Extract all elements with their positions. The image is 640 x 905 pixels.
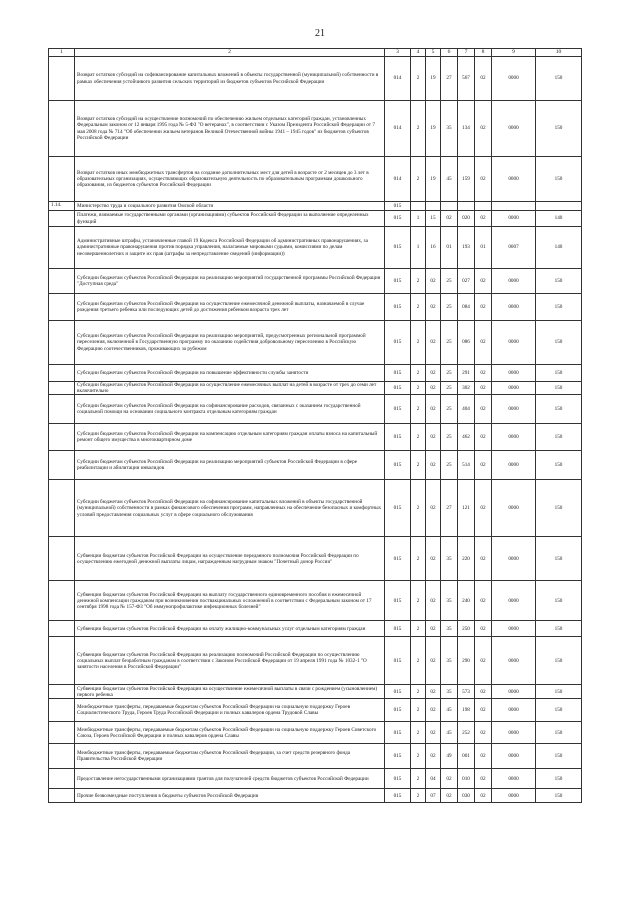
code-group-cell: 2 [411,722,426,744]
code-admin-cell: 015 [385,424,411,451]
code-subgroup-cell: 16 [426,227,441,269]
page-number: 21 [315,28,325,39]
code-element-cell: 02 [475,365,492,382]
table-row [49,789,582,803]
code-element-cell: 02 [475,211,492,227]
row-number-cell [49,227,75,269]
table-row [49,365,582,382]
code-admin-cell: 015 [385,382,411,395]
code-group-cell: 2 [411,424,426,451]
column-number: 8 [475,49,492,57]
code-program-cell: 0000 [492,480,536,537]
code-admin-cell: 015 [385,685,411,699]
column-number: 10 [536,49,582,57]
code-article-cell: 25 [441,365,458,382]
code-subgroup-cell: 02 [426,637,441,685]
code-admin-cell: 015 [385,480,411,537]
code-group-cell: 1 [411,227,426,269]
row-name-cell: Субсидии бюджетам субъектов Российской Федерации на реализацию мероприятий государственной программы Российской Федерации "Доступная среда" [75,269,385,294]
code-ecclass-cell: 150 [536,637,582,685]
row-name-cell: Субсидии бюджетам субъектов Российской Федерации на софинансирование капитальных вложений в объекты государственной (муниципальной) собственности в рамках финансового обеспечения программ, направленных на обеспечение безопасных и комфортных условий предоставления социальных услуг в сфере социального обслуживания [75,480,385,537]
code-group-cell [411,202,426,211]
row-number-cell [49,699,75,722]
table-row [49,57,582,101]
code-ecclass-cell: 150 [536,451,582,480]
row-name-cell: Возврат остатков иных межбюджетных трансфертов на создание дополнительных мест для детей в возрасте от 2 месяцев до 3 лет в образовательных организациях, осуществляющих образовательную деятельность по образовательным программам дошкольного образования, из бюджетов субъектов Российской Федерации [75,157,385,202]
row-name-cell: Межбюджетные трансферты, передаваемые бюджетам субъектов Российской Федерации, за счет средств резервного фонда Правительства Российской Федерации [75,744,385,769]
code-ecclass-cell: 150 [536,621,582,637]
code-subarticle-cell: 252 [458,722,475,744]
code-subarticle-cell: 193 [458,227,475,269]
row-name-cell: Возврат остатков субсидий на софинансирование капитальных вложений в объекты государственной (муниципальной) собственности в рамках обеспечения устойчивого развития сельских территорий из бюджетов субъектов Российской Федерации [75,57,385,101]
table-row [49,101,582,157]
code-ecclass-cell: 150 [536,294,582,321]
row-name-cell: Субвенции бюджетам субъектов Российской Федерации на выплату государственного единовременного пособия и ежемесячной денежной компенсации гражданам при возникновении поствакцинальных осложнений в соответствии с Федеральным законом от 17 сентября 1998 года № 157-ФЗ "Об иммунопрофилактике инфекционных болезней" [75,581,385,621]
code-admin-cell: 015 [385,227,411,269]
code-ecclass-cell: 150 [536,685,582,699]
code-program-cell: 0000 [492,699,536,722]
table-row [49,722,582,744]
code-element-cell: 02 [475,57,492,101]
code-ecclass-cell: 150 [536,537,582,581]
code-subgroup-cell [426,202,441,211]
row-number-cell [49,101,75,157]
code-element-cell: 02 [475,101,492,157]
code-element-cell: 02 [475,424,492,451]
code-admin-cell: 015 [385,321,411,365]
row-name-cell: Субсидии бюджетам субъектов Российской Федерации на реализацию мероприятий субъектов Российской Федерации в сфере реабилитации и абилитации инвалидов [75,451,385,480]
code-article-cell [441,202,458,211]
table-row [49,382,582,395]
code-subgroup-cell: 02 [426,424,441,451]
row-number-cell [49,789,75,803]
code-group-cell: 2 [411,699,426,722]
column-number: 6 [441,49,458,57]
row-name-cell: Прочие безвозмездные поступления в бюджеты субъектов Российской Федерации [75,789,385,803]
code-ecclass-cell: 150 [536,424,582,451]
code-subarticle-cell: 010 [458,769,475,789]
code-program-cell: 0000 [492,321,536,365]
code-ecclass-cell: 150 [536,57,582,101]
code-subarticle-cell: 567 [458,57,475,101]
code-article-cell: 27 [441,57,458,101]
code-article-cell: 35 [441,581,458,621]
table-row [49,157,582,202]
code-subgroup-cell: 02 [426,685,441,699]
code-subgroup-cell: 02 [426,382,441,395]
code-group-cell: 2 [411,269,426,294]
table-row [49,581,582,621]
column-number: 9 [492,49,536,57]
row-name-cell: Межбюджетные трансферты, передаваемые бюджетам субъектов Российской Федерации на социальную поддержку Героев Социалистического Труда, Героев Труда Российской Федерации и полных кавалеров ордена Трудовой Славы [75,699,385,722]
table-row [49,424,582,451]
code-subgroup-cell: 19 [426,157,441,202]
code-admin-cell: 015 [385,365,411,382]
code-group-cell: 2 [411,789,426,803]
code-program-cell: 0000 [492,382,536,395]
code-element-cell: 02 [475,382,492,395]
code-element-cell: 02 [475,321,492,365]
code-group-cell: 2 [411,101,426,157]
code-ecclass-cell: 140 [536,227,582,269]
code-article-cell: 02 [441,769,458,789]
row-number-cell [49,685,75,699]
code-subarticle-cell: 027 [458,269,475,294]
column-number: 2 [75,49,385,57]
table-row [49,769,582,789]
code-subarticle-cell: 134 [458,101,475,157]
table-row [49,269,582,294]
code-program-cell: 0000 [492,424,536,451]
code-element-cell: 02 [475,269,492,294]
code-subgroup-cell: 02 [426,537,441,581]
code-ecclass-cell: 150 [536,321,582,365]
code-program-cell: 0000 [492,451,536,480]
row-number-cell [49,637,75,685]
code-program-cell: 0000 [492,621,536,637]
code-subgroup-cell: 02 [426,269,441,294]
code-ecclass-cell: 150 [536,581,582,621]
code-element-cell [475,202,492,211]
table-row [49,211,582,227]
code-article-cell: 45 [441,722,458,744]
code-article-cell: 25 [441,294,458,321]
row-number-cell [49,722,75,744]
code-ecclass-cell: 150 [536,269,582,294]
code-group-cell: 2 [411,744,426,769]
row-name-cell: Субсидии бюджетам субъектов Российской Федерации на повышение эффективности службы занятости [75,365,385,382]
code-element-cell: 02 [475,685,492,699]
code-subarticle-cell: 573 [458,685,475,699]
code-ecclass-cell: 150 [536,699,582,722]
code-subgroup-cell: 02 [426,451,441,480]
code-article-cell: 25 [441,321,458,365]
row-name-cell: Субвенции бюджетам субъектов Российской Федерации на осуществление ежемесячной выплаты в связи с рождением (усыновлением) первого ребенка [75,685,385,699]
row-number-cell [49,157,75,202]
code-article-cell: 25 [441,424,458,451]
code-program-cell: 0000 [492,157,536,202]
code-element-cell: 01 [475,227,492,269]
code-program-cell: 0000 [492,395,536,424]
code-admin-cell: 015 [385,395,411,424]
code-article-cell: 27 [441,480,458,537]
code-subarticle-cell: 462 [458,424,475,451]
row-number-cell [49,424,75,451]
code-program-cell: 0000 [492,637,536,685]
code-subarticle-cell: 302 [458,382,475,395]
code-admin-cell: 015 [385,451,411,480]
code-article-cell: 35 [441,685,458,699]
code-group-cell: 2 [411,581,426,621]
row-name-cell: Административные штрафы, установленные главой 19 Кодекса Российской Федерации об административных правонарушениях, за административные правонарушения против порядка управления, налагаемые мировыми судьями, комиссиями по делам несовершеннолетних и защите их прав (штрафы за непредставление сведений (информации)) [75,227,385,269]
code-group-cell: 2 [411,157,426,202]
code-program-cell: 0000 [492,769,536,789]
code-subarticle-cell [458,202,475,211]
row-name-cell: Предоставление негосударственными организациями грантов для получателей средств бюджетов субъектов Российской Федерации [75,769,385,789]
code-subarticle-cell: 250 [458,621,475,637]
code-admin-cell: 015 [385,789,411,803]
column-number: 3 [385,49,411,57]
code-subarticle-cell: 240 [458,581,475,621]
code-element-cell: 02 [475,480,492,537]
code-group-cell: 2 [411,637,426,685]
table-row [49,480,582,537]
code-subarticle-cell: 220 [458,537,475,581]
code-program-cell: 0000 [492,685,536,699]
code-program-cell [492,202,536,211]
code-program-cell: 0000 [492,101,536,157]
code-element-cell: 02 [475,581,492,621]
code-ecclass-cell: 150 [536,769,582,789]
table-row [49,685,582,699]
code-admin-cell: 015 [385,722,411,744]
code-program-cell: 0000 [492,269,536,294]
row-number-cell [49,581,75,621]
code-subgroup-cell: 15 [426,211,441,227]
code-program-cell: 0000 [492,744,536,769]
code-element-cell: 02 [475,157,492,202]
code-subgroup-cell: 02 [426,365,441,382]
code-element-cell: 02 [475,395,492,424]
code-admin-cell: 015 [385,537,411,581]
code-subarticle-cell: 159 [458,157,475,202]
code-ecclass-cell [536,202,582,211]
code-group-cell: 2 [411,621,426,637]
code-subarticle-cell: 030 [458,789,475,803]
code-article-cell: 01 [441,227,458,269]
code-program-cell: 0000 [492,789,536,803]
code-subgroup-cell: 04 [426,769,441,789]
column-number: 5 [426,49,441,57]
code-element-cell: 02 [475,744,492,769]
code-ecclass-cell: 140 [536,211,582,227]
row-number-cell [49,382,75,395]
row-name-cell: Субвенции бюджетам субъектов Российской Федерации на оплату жилищно-коммунальных услуг отдельным категориям граждан [75,621,385,637]
column-number: 4 [411,49,426,57]
row-number-cell [49,480,75,537]
row-name-cell: Субвенции бюджетам субъектов Российской Федерации на реализацию полномочий Российской Федерации по осуществлению социальных выплат безработным гражданам в соответствии с Законом Российской Федерации от 19 апреля 1991 года № 1032-1 "О занятости населения в Российской Федерации" [75,637,385,685]
row-number-cell [49,395,75,424]
code-group-cell: 2 [411,57,426,101]
table-row [49,637,582,685]
code-element-cell: 02 [475,451,492,480]
code-element-cell: 02 [475,621,492,637]
code-ecclass-cell: 150 [536,480,582,537]
code-subarticle-cell: 514 [458,451,475,480]
code-program-cell: 0000 [492,57,536,101]
code-admin-cell: 015 [385,637,411,685]
code-article-cell: 45 [441,699,458,722]
table-row [49,395,582,424]
table-row [49,621,582,637]
code-ecclass-cell: 150 [536,722,582,744]
code-ecclass-cell: 150 [536,382,582,395]
row-name-cell: Субвенции бюджетам субъектов Российской Федерации на осуществление переданного полномочия Российской Федерации по осуществлению ежегодной денежной выплаты лицам, награжденным нагрудным знаком "Почетный донор России" [75,537,385,581]
code-group-cell: 2 [411,321,426,365]
code-subarticle-cell: 086 [458,321,475,365]
table-row [49,451,582,480]
code-ecclass-cell: 150 [536,157,582,202]
budget-classification-table [48,48,582,803]
code-admin-cell: 014 [385,57,411,101]
row-number-cell [49,57,75,101]
row-number-cell [49,621,75,637]
code-subgroup-cell: 02 [426,480,441,537]
code-element-cell: 02 [475,769,492,789]
row-name-cell: Межбюджетные трансферты, передаваемые бюджетам субъектов Российской Федерации на социальную поддержку Героев Советского Союза, Героев Российской Федерации и полных кавалеров ордена Славы [75,722,385,744]
table-row [49,699,582,722]
code-subgroup-cell: 19 [426,57,441,101]
code-article-cell: 25 [441,451,458,480]
row-name-cell: Возврат остатков субсидий на осуществление полномочий по обеспечению жильем отдельных категорий граждан, установленных Федеральным законом от 12 января 1995 года № 5-ФЗ "О ветеранах", в соответствии с Указом Президента Российской Федерации от 7 мая 2008 года № 714 "Об обеспечении жильем ветеранов Великой Отечественной войны 1941 – 1945 годов" из бюджетов субъектов Российской Федерации [75,101,385,157]
code-article-cell: 45 [441,157,458,202]
column-number: 1 [49,49,75,57]
code-article-cell: 35 [441,101,458,157]
code-element-cell: 02 [475,537,492,581]
row-number-cell [49,537,75,581]
code-program-cell: 0007 [492,227,536,269]
row-name-cell: Субсидии бюджетам субъектов Российской Федерации на реализацию мероприятий, предусмотренных региональной программой переселения, включенной в Государственную программу по оказанию содействия добровольному переселению в Российскую Федерацию соотечественников, проживающих за рубежом [75,321,385,365]
table-row [49,202,582,211]
row-number-cell [49,294,75,321]
row-name-cell: Субсидии бюджетам субъектов Российской Федерации на осуществление ежемесячной денежной выплаты, назначаемой в случае рождения третьего ребенка или последующих детей до достижения ребенком возраста трех лет [75,294,385,321]
code-subarticle-cell: 404 [458,395,475,424]
code-subgroup-cell: 02 [426,294,441,321]
code-article-cell: 02 [441,211,458,227]
row-number-cell [49,269,75,294]
code-subgroup-cell: 02 [426,581,441,621]
row-name-cell: Платежи, взимаемые государственными органами (организациями) субъектов Российской Федерации за выполнение определенных функций [75,211,385,227]
row-number-cell [49,321,75,365]
row-number-cell [49,744,75,769]
code-admin-cell: 015 [385,581,411,621]
code-group-cell: 2 [411,365,426,382]
code-admin-cell: 015 [385,269,411,294]
code-article-cell: 25 [441,395,458,424]
code-subgroup-cell: 02 [426,744,441,769]
code-admin-cell: 015 [385,202,411,211]
code-subarticle-cell: 121 [458,480,475,537]
code-article-cell: 35 [441,537,458,581]
code-group-cell: 2 [411,685,426,699]
code-program-cell: 0000 [492,365,536,382]
code-subgroup-cell: 02 [426,321,441,365]
code-element-cell: 02 [475,294,492,321]
row-number-cell [49,451,75,480]
code-group-cell: 2 [411,395,426,424]
code-subarticle-cell: 001 [458,744,475,769]
code-subarticle-cell: 198 [458,699,475,722]
code-admin-cell: 015 [385,211,411,227]
code-element-cell: 02 [475,637,492,685]
code-ecclass-cell: 150 [536,789,582,803]
code-element-cell: 02 [475,789,492,803]
code-subgroup-cell: 02 [426,722,441,744]
code-subgroup-cell: 02 [426,395,441,424]
code-article-cell: 35 [441,621,458,637]
table-row [49,537,582,581]
code-subgroup-cell: 02 [426,699,441,722]
row-number-cell: 1.14. [49,202,75,211]
code-admin-cell: 015 [385,621,411,637]
code-article-cell: 35 [441,637,458,685]
code-article-cell: 02 [441,789,458,803]
table-row [49,321,582,365]
code-ecclass-cell: 150 [536,365,582,382]
code-subarticle-cell: 084 [458,294,475,321]
code-admin-cell: 015 [385,744,411,769]
code-group-cell: 2 [411,294,426,321]
code-subgroup-cell: 07 [426,789,441,803]
code-ecclass-cell: 150 [536,395,582,424]
code-element-cell: 02 [475,722,492,744]
code-admin-cell: 015 [385,769,411,789]
code-admin-cell: 014 [385,101,411,157]
code-program-cell: 0000 [492,211,536,227]
row-number-cell [49,365,75,382]
table-row [49,227,582,269]
code-article-cell: 25 [441,382,458,395]
table-row [49,294,582,321]
code-subarticle-cell: 291 [458,365,475,382]
row-number-cell [49,769,75,789]
code-group-cell: 2 [411,480,426,537]
code-group-cell: 2 [411,451,426,480]
code-article-cell: 25 [441,269,458,294]
code-group-cell: 1 [411,211,426,227]
row-name-cell: Субсидии бюджетам субъектов Российской Федерации на софинансирование расходов, связанных с оказанием государственной социальной помощи на основании социального контракта отдельным категориям граждан [75,395,385,424]
code-program-cell: 0000 [492,294,536,321]
code-group-cell: 2 [411,537,426,581]
row-name-cell: Субсидии бюджетам субъектов Российской Федерации на осуществление ежемесячных выплат на детей в возрасте от трех до семи лет включительно [75,382,385,395]
code-admin-cell: 015 [385,699,411,722]
code-program-cell: 0000 [492,537,536,581]
column-number-row [49,49,582,57]
code-subarticle-cell: 020 [458,211,475,227]
code-subgroup-cell: 19 [426,101,441,157]
row-name-cell: Субсидии бюджетам субъектов Российской Федерации на компенсацию отдельным категориям граждан оплаты взноса на капитальный ремонт общего имущества в многоквартирном доме [75,424,385,451]
code-ecclass-cell: 150 [536,101,582,157]
column-number: 7 [458,49,475,57]
code-article-cell: 49 [441,744,458,769]
code-admin-cell: 014 [385,157,411,202]
table-row [49,744,582,769]
code-admin-cell: 015 [385,294,411,321]
code-subarticle-cell: 290 [458,637,475,685]
code-element-cell: 02 [475,699,492,722]
code-program-cell: 0000 [492,722,536,744]
code-subgroup-cell: 02 [426,621,441,637]
code-group-cell: 2 [411,769,426,789]
code-group-cell: 2 [411,382,426,395]
code-program-cell: 0000 [492,581,536,621]
code-ecclass-cell: 150 [536,744,582,769]
row-number-cell [49,211,75,227]
row-name-cell: Министерство труда и социального развития Омской области [75,202,385,211]
